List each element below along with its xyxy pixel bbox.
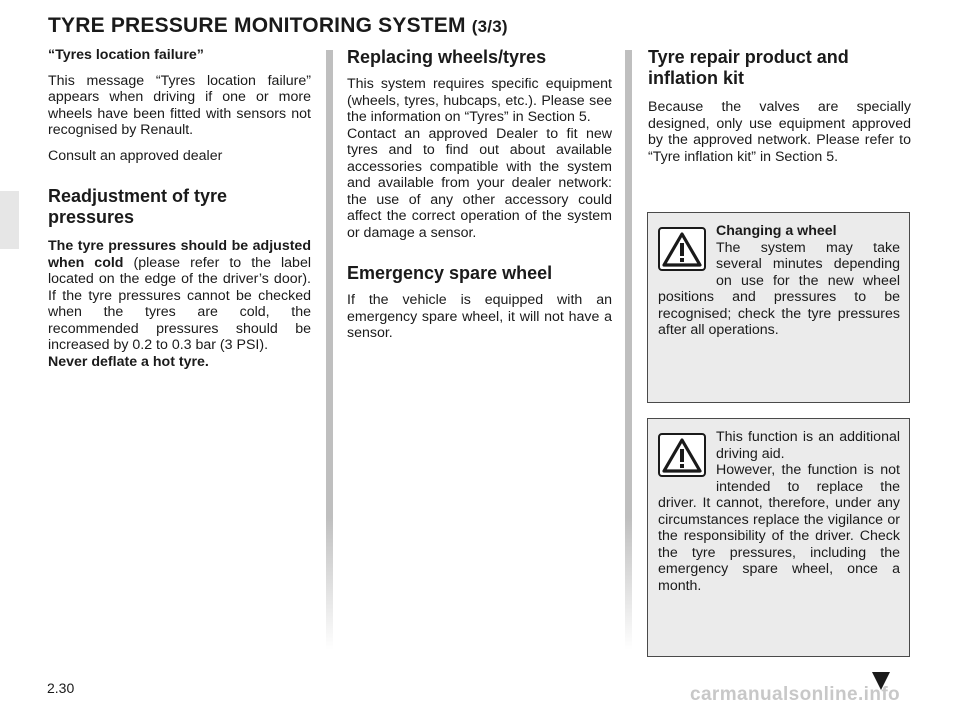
page-title-part: (3/3)	[471, 17, 508, 36]
tyre-repair-text: Because the valves are specially designed, only use equipment approved by the approved network. Please refer to “Tyre inflation kit” in Section 5.	[648, 99, 911, 165]
section-tab	[0, 191, 19, 249]
contact-dealer-text: Contact an approved Dealer to fit new tyres and to find out about available accessories compatible with the system and available from your dealer network: the use of any other accessory could affect the correct operation of the system or damage a sensor.	[347, 125, 612, 241]
column-middle	[347, 47, 612, 351]
changing-wheel-title: Changing a wheel	[716, 223, 837, 239]
readjustment-text	[48, 238, 311, 370]
column-left	[48, 47, 311, 379]
page-title-text: TYRE PRESSURE MONITORING SYSTEM	[48, 14, 466, 37]
never-deflate-text: Never deflate a hot tyre.	[48, 353, 209, 370]
tyre-repair-heading: Tyre repair product and inflation kit	[648, 47, 849, 88]
consult-dealer-text: Consult an approved dealer	[48, 147, 223, 164]
tyres-location-failure-text: This message “Tyres location failure” appears when driving if one or more wheels have been fitted with sensors not recognised by Renault.	[48, 72, 311, 138]
page-title	[48, 14, 508, 38]
driving-aid-warning	[647, 418, 910, 657]
replacing-wheels-text: This system requires specific equipment (wheels, tyres, hubcaps, etc.). Please see the information on “Tyres” in Section 5.	[347, 76, 612, 125]
column-divider	[625, 50, 632, 650]
readjustment-heading: Readjustment of tyre pressures	[48, 186, 228, 227]
readjustment-bold-text: The tyre pressures should be adjusted when cold	[48, 238, 311, 271]
column-divider	[326, 50, 333, 650]
warning-icon	[658, 433, 706, 477]
watermark: carmanualsonline.info	[690, 684, 901, 705]
driving-aid-text: This function is an additional driving aid.	[716, 429, 900, 462]
emergency-spare-wheel-text: If the vehicle is equipped with an emergency spare wheel, it will not have a sensor.	[347, 292, 612, 341]
replacing-wheels-heading: Replacing wheels/tyres	[347, 47, 547, 67]
tyres-location-failure-heading: “Tyres location failure”	[48, 47, 204, 63]
page-number: 2.30	[47, 680, 75, 696]
changing-wheel-text: The system may take several minutes depending on use for the new wheel positions and pressures to be recognised; check the tyre pressures after all operations.	[658, 239, 900, 338]
emergency-spare-wheel-heading: Emergency spare wheel	[347, 263, 553, 283]
driver-responsibility-text: However, the function is not intended to replace the driver. It cannot, therefore, under any circumstances replace the vigilance or the responsibility of the driver. Check the tyre pressures, including the emergency spare wheel, once a month.	[658, 462, 900, 594]
warning-icon	[658, 227, 706, 271]
readjustment-body-text: (please refer to the label located on the edge of the driver’s door). If the tyre pressures cannot be checked when the tyres are cold, the recommended pressures should be increased by 0.2 to 0.3 bar (3 PSI).	[48, 254, 311, 353]
column-right	[648, 47, 911, 174]
changing-wheel-warning	[647, 212, 910, 403]
